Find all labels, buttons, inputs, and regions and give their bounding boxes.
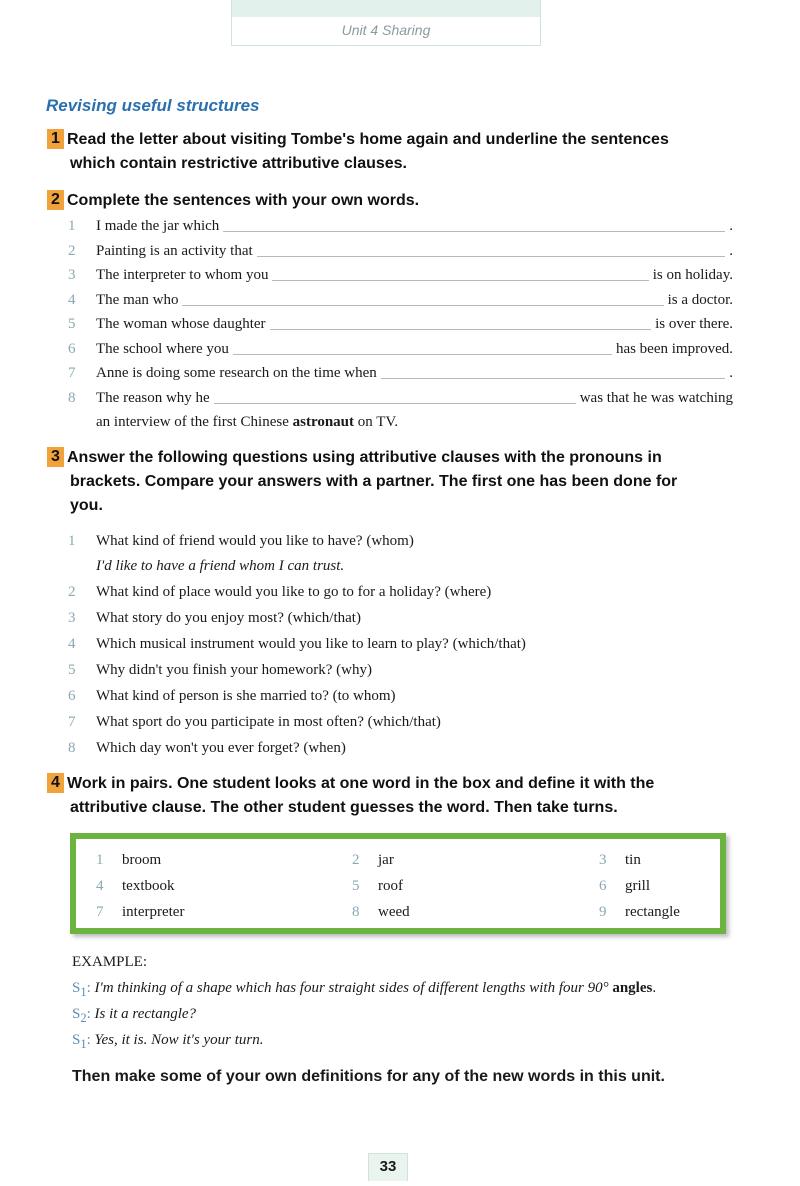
answer-blank[interactable]: [233, 353, 612, 355]
question-text: What kind of friend would you like to have? (whom): [96, 533, 414, 549]
example-text: Yes, it is. Now it's your turn.: [94, 1032, 264, 1048]
example-text: I'm thinking of a shape which has four straight sides of different lengths with four 90°: [94, 980, 613, 996]
sentence-start: I made the jar which: [96, 218, 220, 234]
word-number: 2: [352, 852, 360, 868]
item-number: 4: [68, 636, 76, 652]
word-number: 3: [599, 852, 607, 868]
list-item: [68, 216, 733, 236]
task-number-badge: 1: [47, 129, 64, 149]
word-number: 8: [352, 904, 360, 920]
sentence-end: was that he was watching: [579, 389, 733, 406]
sentence-end: is a doctor.: [667, 291, 733, 308]
sentence-end: has been improved.: [615, 340, 733, 357]
word-number: 5: [352, 878, 360, 894]
word-text: interpreter: [122, 904, 185, 920]
sentence-end: .: [729, 242, 733, 259]
word-item: [599, 852, 641, 869]
word-text: weed: [378, 904, 410, 920]
list-item-continuation: [68, 412, 733, 432]
item-number: 1: [68, 533, 76, 549]
page-number: 33: [368, 1153, 408, 1181]
sentence-start: The interpreter to whom you: [96, 267, 269, 283]
word-box: [70, 833, 726, 934]
list-item: [68, 265, 733, 285]
word-item: [96, 852, 161, 869]
word-number: 7: [96, 904, 104, 920]
answer-blank[interactable]: [182, 304, 663, 306]
example-line: $S_2$: Is it a rectangle?: [72, 1006, 197, 1025]
answer-blank[interactable]: [223, 230, 725, 232]
sentence-start: The man who: [96, 291, 179, 308]
word-item: [96, 904, 184, 921]
unit-title: Unit 4 Sharing: [341, 22, 431, 38]
question-text: What kind of person is she married to? (to whom): [96, 688, 396, 704]
task-3-line-3: you.: [70, 497, 103, 514]
example-label: EXAMPLE:: [72, 954, 147, 970]
task-2-text: Complete the sentences with your own words.: [67, 192, 420, 209]
item-number: 8: [68, 389, 76, 406]
list-item: [68, 241, 733, 261]
word-number: 1: [96, 852, 104, 868]
sentence-end: .: [729, 365, 733, 381]
sentence-start: The reason why he: [96, 389, 210, 406]
task-3-instruction: [47, 446, 747, 518]
sentence-start: The school where you: [96, 340, 229, 357]
bold-word: angles: [612, 980, 653, 996]
item-number: 7: [68, 714, 76, 730]
list-item: [68, 738, 733, 758]
answer-blank[interactable]: [381, 377, 725, 379]
speaker: S: [72, 1006, 81, 1022]
task-1-line-2: which contain restrictive attributive clauses.: [70, 155, 407, 172]
list-item: [68, 531, 733, 551]
word-text: tin: [625, 852, 641, 868]
word-text: jar: [378, 852, 394, 868]
item-number: 4: [68, 291, 76, 308]
word-text: grill: [625, 878, 650, 894]
example-line: $S_1$: I'm thinking of a shape which has four straight sides of different lengths with four 90° angles.: [72, 980, 657, 999]
word-text: broom: [122, 852, 162, 868]
item-number: 2: [68, 584, 76, 600]
section-title: Revising useful structures: [46, 96, 260, 115]
item-number: 5: [68, 662, 76, 678]
sample-answer: I'd like to have a friend whom I can trust.: [96, 558, 345, 574]
question-text: What story do you enjoy most? (which/that): [96, 610, 361, 626]
task-3-line-2: brackets. Compare your answers with a partner. The first one has been done for: [70, 473, 678, 490]
task-number-badge: 2: [47, 190, 64, 210]
word-item: [352, 852, 394, 869]
list-item: [68, 634, 733, 654]
task-4-line-2: attributive clause. The other student guesses the word. Then take turns.: [70, 799, 618, 816]
item-number: 7: [68, 365, 76, 381]
list-item: [68, 712, 733, 732]
question-text: What kind of place would you like to go to for a holiday? (where): [96, 584, 492, 600]
item-number: 2: [68, 242, 76, 259]
item-number: 6: [68, 688, 76, 704]
example-text: Is it a rectangle?: [94, 1006, 197, 1022]
word-item: [599, 904, 680, 921]
word-text: textbook: [122, 878, 175, 894]
question-text: Which day won't you ever forget? (when): [96, 740, 346, 756]
speaker-index: 1: [80, 985, 87, 999]
sentence-start: Painting is an activity that: [96, 242, 253, 259]
word-item: [96, 878, 175, 895]
list-item: [68, 290, 733, 310]
sample-answer-row: [68, 556, 733, 576]
item-number: 8: [68, 740, 76, 756]
task-number-badge: 3: [47, 447, 64, 467]
question-text: What sport do you participate in most often? (which/that): [96, 714, 441, 730]
speaker: S: [72, 980, 81, 996]
word-item: [352, 878, 403, 895]
task-4-line-1: Work in pairs. One student looks at one word in the box and define it with the: [67, 775, 655, 792]
speaker-index: 2: [80, 1011, 87, 1025]
answer-blank[interactable]: [272, 279, 648, 281]
item-number: 6: [68, 340, 76, 357]
sentence-start: Anne is doing some research on the time when: [96, 365, 377, 381]
item-number: 1: [68, 218, 76, 234]
word-number: 9: [599, 904, 607, 920]
list-item: [68, 608, 733, 628]
word-text: rectangle: [625, 904, 680, 920]
list-item: [68, 314, 733, 334]
bold-word: astronaut: [292, 414, 355, 430]
item-number: 5: [68, 316, 76, 332]
continuation-before: an interview of the first Chinese: [96, 414, 289, 430]
closing-instruction: Then make some of your own definitions for any of the new words in this unit.: [72, 1068, 665, 1085]
list-item: [68, 582, 733, 602]
speaker-index: 1: [80, 1037, 87, 1051]
speaker: S: [72, 1032, 81, 1048]
task-4-instruction: [47, 772, 747, 820]
continuation-text: [96, 412, 398, 432]
word-item: [599, 878, 650, 895]
sentence-end: .: [729, 218, 733, 234]
list-item: [68, 388, 733, 408]
list-item: [68, 363, 733, 383]
word-number: 4: [96, 878, 104, 894]
word-text: roof: [378, 878, 403, 894]
continuation-after: on TV.: [357, 414, 399, 430]
word-item: [352, 904, 410, 921]
question-text: Which musical instrument would you like to learn to play? (which/that): [96, 636, 526, 652]
answer-blank[interactable]: [214, 402, 576, 404]
task-3-line-1: Answer the following questions using attributive clauses with the pronouns in: [67, 449, 662, 466]
answer-blank[interactable]: [270, 328, 652, 330]
example-line: $S_1$: Yes, it is. Now it's your turn.: [72, 1032, 264, 1051]
list-item: [68, 660, 733, 680]
answer-blank[interactable]: [257, 255, 726, 257]
unit-header-tab: [231, 0, 541, 46]
task-1-instruction: [47, 128, 747, 176]
list-item: [68, 339, 733, 359]
question-text: Why didn't you finish your homework? (why): [96, 662, 372, 678]
word-number: 6: [599, 878, 607, 894]
item-number: 3: [68, 267, 76, 283]
sentence-end: is on holiday.: [652, 267, 733, 283]
list-item: [68, 686, 733, 706]
task-2-instruction: [47, 189, 747, 213]
sentence-end: is over there.: [655, 316, 733, 332]
sentence-start: The woman whose daughter: [96, 316, 266, 332]
item-number: 3: [68, 610, 76, 626]
task-1-line-1: Read the letter about visiting Tombe's home again and underline the sentences: [67, 131, 669, 148]
example-tail: .: [652, 980, 657, 996]
task-number-badge: 4: [47, 773, 64, 793]
